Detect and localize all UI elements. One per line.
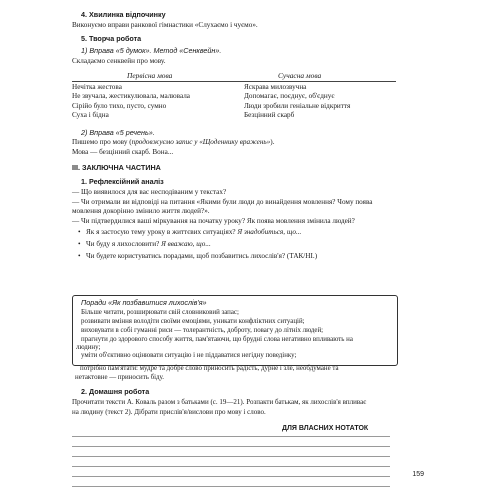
note-line <box>72 456 390 457</box>
exercise-2-title: 2) Вправа «5 речень». <box>81 128 155 137</box>
left-line: Суха і бідна <box>72 111 109 120</box>
column-heading-rule <box>72 81 396 82</box>
advice-line: розвивати вміння володіти своїми емоціями, уникати конфліктних ситуацій; <box>81 318 305 325</box>
note-line <box>72 466 390 467</box>
advice-line: прагнути до здорового способу життя, пам'ятаючи, що брудні слова негативно впливають на <box>81 336 353 343</box>
note-line <box>72 486 390 487</box>
advice-line: виховувати в собі гуманні риси — толерантність, доброту, повагу до літніх людей; <box>81 327 324 334</box>
note-line <box>72 446 390 447</box>
column-left <box>72 83 190 121</box>
advice-line: потрібно пам'ятати: мудре та добре слово приносить радість, дурне і зле, необдумане та <box>80 365 339 372</box>
homework-title: 2. Домашня робота <box>81 387 150 396</box>
column-left-heading: Первісна мова <box>127 71 173 80</box>
section-4-text: Виконуємо вправи ранкової гімнастики «Слухаємо і чуємо». <box>72 21 258 29</box>
left-line: Нечітка жестова <box>72 83 122 91</box>
question-2-continued: мовлення докорінно змінило життя людей?». <box>72 207 210 215</box>
note-line <box>72 476 390 477</box>
question-3: — Чи підтвердилися ваші міркування на початку уроку? Як поява мовлення змінила людей? <box>72 217 355 225</box>
left-line: Сірійо було тихо, пусто, сумно <box>72 101 167 110</box>
section-4-title: 4. Хвилинка відпочинку <box>81 10 166 19</box>
bullet-item: • Як я застосую тему уроку в життєвих ситуаціях? Я знадобиться, що... <box>86 228 301 236</box>
column-right <box>244 83 350 121</box>
section-5-title: 5. Творча робота <box>81 34 142 43</box>
right-line: Яскрава милозвучна <box>244 83 307 91</box>
reflection-title: 1. Рефлексійний аналіз <box>81 177 164 186</box>
exercise-1-text: Складаємо сенквейн про мову. <box>72 57 166 65</box>
advice-line: людину; <box>76 344 101 351</box>
advice-line: нетактовне — приносить біду. <box>75 374 165 381</box>
advice-line: Більше читати, розширювати свій словниковий запас; <box>81 309 239 316</box>
notes-title: ДЛЯ ВЛАСНИХ НОТАТОК <box>282 425 369 432</box>
question-1: — Що виявилося для вас несподіваним у текстах? <box>72 188 227 196</box>
right-line: Безцінний скарб <box>244 111 295 120</box>
part-3-title: III. ЗАКЛЮЧНА ЧАСТИНА <box>72 163 161 172</box>
bullet-item: • Чи буду я лихословити? Я вважаю, що... <box>86 240 211 248</box>
advice-line: уміти об'єктивно оцінювати ситуацію і не піддаватися негідну поведінку; <box>81 352 297 359</box>
page-number: 159 <box>412 471 424 478</box>
exercise-2-text-continued: Мова — безцінний скарб. Вона... <box>72 148 174 156</box>
right-line: Допомагає, поєднує, об'єднує <box>244 92 335 101</box>
left-line: Не звучала, жестикулювала, малювала <box>72 92 190 101</box>
column-right-heading: Сучасна мова <box>278 71 322 80</box>
exercise-1-title: 1) Вправа «5 думок». Метод «Сенквейн». <box>81 46 222 55</box>
advice-box-title: Поради «Як позбавитися лихослів'я» <box>81 298 207 307</box>
right-line: Люди зробили геніальне відкриття <box>244 101 351 110</box>
question-2: — Чи отримали ви відповіді на питання «Якими були люди до винайдення мовлення? Чому поява <box>72 198 373 206</box>
homework-line-2: на людину (текст 2). Дібрати прислів'я/вислови про мову і слово. <box>72 408 266 416</box>
exercise-2-text: Пишемо про мову (продовжуємо запис у «Щоденнику вражень»). <box>72 138 275 146</box>
bullet-item: • Чи будете користуватись порадами, щоб позбавитись лихослів'я? (ТАК/НІ.) <box>86 252 317 260</box>
homework-line-1: Прочитати тексти А. Коваль разом з батьками (с. 19—21). Розпакти батькам, як лихослів'я впливає <box>72 398 367 406</box>
advice-box <box>72 295 398 366</box>
note-line <box>72 436 390 437</box>
